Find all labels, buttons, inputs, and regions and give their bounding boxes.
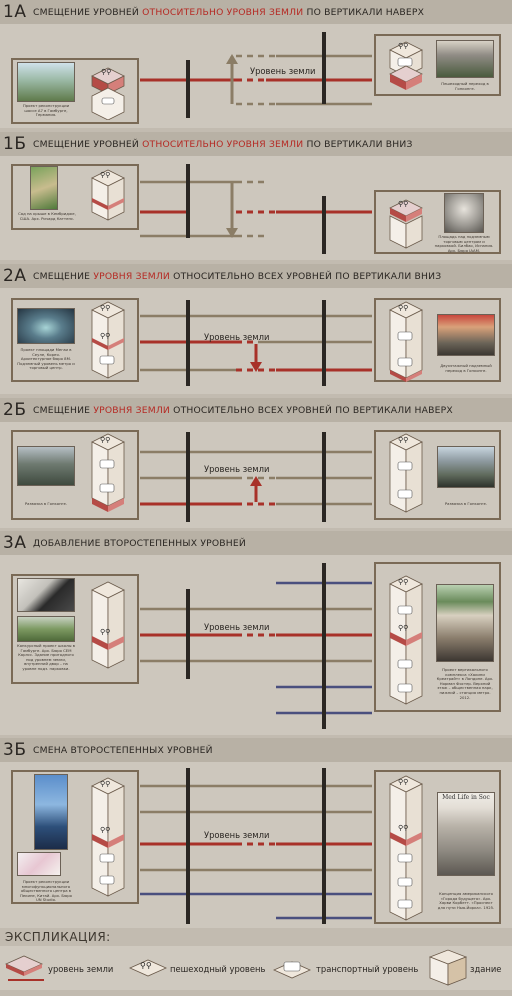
section-number: 3А (3, 533, 27, 553)
photo-left-1b (30, 166, 58, 210)
photo-left-3a-top (17, 578, 75, 612)
svg-text:⚲⚲: ⚲⚲ (100, 826, 111, 834)
photo-left-3b-bottom (17, 852, 61, 876)
building-icon-3b-right (386, 774, 426, 924)
section-header-3b (0, 738, 512, 762)
svg-text:⚲⚲: ⚲⚲ (398, 578, 409, 586)
building-icon-2b-left (88, 432, 128, 516)
section-header-2a (0, 264, 512, 288)
legend-label-building: здание (470, 964, 502, 974)
svg-text:⚲⚲: ⚲⚲ (398, 436, 409, 444)
legend-label-transport: транспортный уровень (316, 964, 419, 974)
caption-left-2a: Проект площади Мегаи в Сеуле, Корея. Архитектурное бюро 8М. Подземный уровень метро и торговый центр. (17, 347, 75, 371)
photo-right-1a (436, 40, 494, 78)
photo-right-2a (437, 314, 495, 356)
caption-left-3a: Конкурсный проект школы в Гамбурге. Арх. Бюро CEM Карлсс. Здание пригодного под уровнем земли, внутренний двор – на уровне подз. парковки. (17, 643, 75, 671)
section-title: СМЕЩЕНИЕ УРОВНЯ ЗЕМЛИ ОТНОСИТЕЛЬНО ВСЕХ УРОВНЕЙ ПО ВЕРТИКАЛИ НАВЕРХ (33, 405, 453, 416)
svg-text:⚲⚲: ⚲⚲ (398, 200, 409, 208)
caption-right-1b: Площадь над подземным торговым центром и парковкой. Билбао, Испания. Арх. Бюро IAAM. (434, 234, 494, 253)
legend-title: ЭКСПЛИКАЦИЯ: (5, 930, 111, 944)
section-title: СМЕЩЕНИЕ УРОВНЕЙ ОТНОСИТЕЛЬНО УРОВНЯ ЗЕМЛИ ПО ВЕРТИКАЛИ НАВЕРХ (33, 7, 425, 18)
caption-right-2b: Развязка в Гонконге. (444, 501, 488, 506)
svg-text:⚲⚲: ⚲⚲ (100, 332, 111, 340)
caption-left-1b: Сад на крыше в Кембридже, США. Арх. Ричард Каттенс. (18, 211, 76, 221)
pedestrian-level-icon (128, 954, 168, 982)
section-header-1b (0, 132, 512, 156)
svg-text:⚲⚲: ⚲⚲ (398, 304, 409, 312)
section-number: 2А (3, 266, 27, 286)
section-number: 1А (3, 2, 27, 22)
caption-right-2a: Двухэтажный надземный переход в Гонконге. (440, 363, 492, 373)
ground-level-label-3a: Уровень земли (204, 622, 270, 632)
building-icon-3a-right (386, 572, 426, 708)
photo-left-2b (17, 446, 75, 486)
section-title: СМЕЩЕНИЕ УРОВНЕЙ ОТНОСИТЕЛЬНО УРОВНЯ ЗЕМЛИ ПО ВЕРТИКАЛИ ВНИЗ (33, 139, 413, 150)
building-icon-1a-right (386, 40, 426, 92)
photo-right-1b (444, 193, 484, 233)
building-icon-1a-left (88, 64, 128, 120)
section-header-3a (0, 531, 512, 555)
caption-right-3a: Проект вертикального комплекса «Хакини Креатрайт» в Лондоне. Арх. Норман Фостер. Верхний этаж – общественная парк, нижний – станция метро. 2012. (436, 667, 494, 700)
section-title: СМЕЩЕНИЕ УРОВНЯ ЗЕМЛИ ОТНОСИТЕЛЬНО ВСЕХ УРОВНЕЙ ПО ВЕРТИКАЛИ ВНИЗ (33, 271, 442, 282)
svg-text:⚲⚲: ⚲⚲ (100, 304, 111, 312)
svg-text:⚲⚲: ⚲⚲ (100, 171, 111, 179)
photo-left-3b-top (34, 774, 68, 850)
legend-label-ground: уровень земли (48, 964, 114, 974)
section-header-2b (0, 398, 512, 422)
photo-right-3a (436, 584, 494, 662)
photo-left-2a (17, 308, 75, 344)
photo-right-3b (437, 792, 495, 876)
magazine-title: Med Life in Soc (442, 794, 490, 801)
section-header-1a (0, 0, 512, 24)
caption-left-2b: Развязка в Гонконге. (24, 501, 68, 506)
ground-level-label-1a: Уровень земли (250, 66, 316, 76)
transport-level-icon (272, 954, 312, 982)
ground-level-label-3b: Уровень земли (204, 830, 270, 840)
svg-text:⚲⚲: ⚲⚲ (140, 961, 152, 970)
svg-text:⚲⚲: ⚲⚲ (398, 624, 409, 632)
svg-text:⚲⚲: ⚲⚲ (100, 628, 111, 636)
caption-right-1a: Пешеходный переход в Гонконге. (441, 81, 489, 91)
building-icon-2b-right (386, 432, 426, 516)
building-icon-3a-left (88, 580, 128, 672)
svg-text:⚲⚲: ⚲⚲ (398, 42, 409, 50)
caption-right-3b: Концепция американского «Города будущего». Арх. Харви Корбетт. «Проспект для пути Нью-Йорка». 1925. (437, 891, 495, 910)
building-icon-1b-left (88, 168, 128, 224)
ground-level-label-2a: Уровень земли (204, 332, 270, 342)
svg-text:⚲⚲: ⚲⚲ (100, 780, 111, 788)
ground-level-icon (4, 954, 44, 982)
svg-text:⚲⚲: ⚲⚲ (398, 778, 409, 786)
svg-text:⚲⚲: ⚲⚲ (398, 824, 409, 832)
building-icon-3b-left (88, 776, 128, 900)
section-number: 1Б (3, 134, 27, 154)
svg-text:⚲⚲: ⚲⚲ (100, 436, 111, 444)
building-icon-2a-left (88, 300, 128, 382)
ground-level-label-2b: Уровень земли (204, 464, 270, 474)
photo-left-3a-bottom (17, 616, 75, 642)
building-icon (428, 949, 468, 987)
section-number: 2Б (3, 400, 27, 420)
section-title: СМЕНА ВТОРОСТЕПЕННЫХ УРОВНЕЙ (33, 745, 213, 756)
section-number: 3Б (3, 740, 27, 760)
legend (0, 946, 512, 990)
caption-left-3b: Проект реконструкции многофункционального общественного центра в Пекине, Китай. Арх. Бюро UN Studio. (20, 879, 72, 903)
legend-label-pedestrian: пешеходный уровень (170, 964, 266, 974)
caption-left-1a: Проект реконструкции шоссе А7 в Гамбурге, Германия. (22, 103, 70, 118)
svg-text:⚲⚲: ⚲⚲ (101, 68, 112, 76)
section-title: ДОБАВЛЕНИЕ ВТОРОСТЕПЕННЫХ УРОВНЕЙ (33, 538, 246, 549)
photo-right-2b (437, 446, 495, 488)
photo-left-1a (17, 62, 75, 102)
building-icon-2a-right (386, 300, 426, 382)
building-icon-1b-right (386, 196, 426, 252)
